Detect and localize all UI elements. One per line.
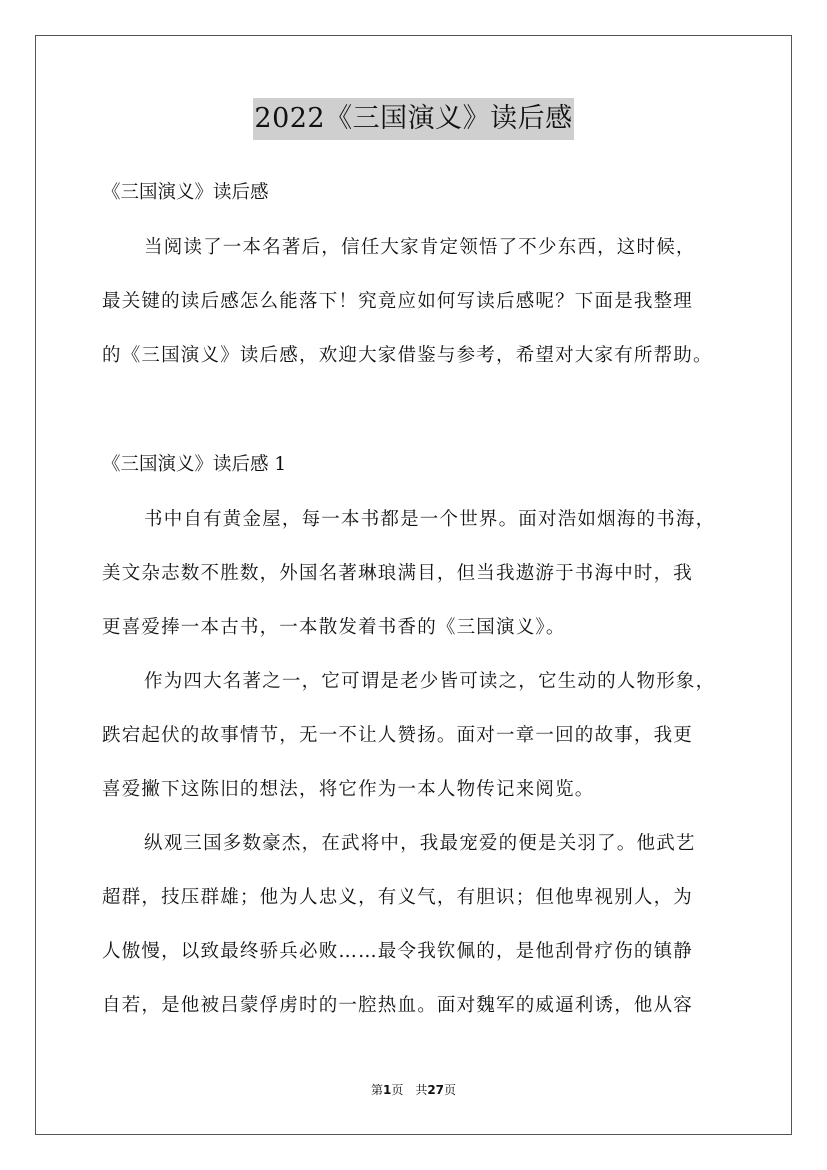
para3-line-3: 人傲慢，以致最终骄兵必败……最令我钦佩的，是他刮骨疗伤的镇静 [102, 941, 694, 962]
intro-line-1: 当阅读了一本名著后，信任大家肯定领悟了不少东西，这时候， [144, 237, 696, 258]
para1-line-3: 更喜爱捧一本古书，一本散发着书香的《三国演义》。 [102, 617, 566, 638]
intro-line-3: 的《三国演义》读后感，欢迎大家借鉴与参考，希望对大家有所帮助。 [102, 345, 713, 366]
footer-page-current: 1 [382, 1083, 392, 1097]
footer-suffix: 页 [444, 1083, 457, 1097]
footer-page-total: 27 [427, 1083, 445, 1097]
section-heading: 《三国演义》读后感 1 [102, 454, 287, 475]
para1-line-1: 书中自有黄金屋，每一本书都是一个世界。面对浩如烟海的书海， [144, 509, 716, 530]
title-wrap [0, 98, 827, 140]
document-title: 2022《三国演义》读后感 [253, 98, 573, 140]
para2-line-3: 喜爱撇下这陈旧的想法，将它作为一本人物传记来阅览。 [102, 779, 595, 800]
para1-line-2: 美文杂志数不胜数，外国名著琳琅满目，但当我遨游于书海中时，我 [102, 563, 694, 584]
para3-line-4: 自若，是他被吕蒙俘虏时的一腔热血。面对魏军的威逼利诱，他从容 [102, 995, 694, 1016]
intro-heading: 《三国演义》读后感 [102, 182, 269, 203]
footer-mid: 页 共 [391, 1083, 428, 1097]
footer-prefix: 第 [370, 1083, 383, 1097]
para2-line-1: 作为四大名著之一，它可谓是老少皆可读之，它生动的人物形象， [144, 671, 716, 692]
para3-line-2: 超群，技压群雄；他为人忠义，有义气，有胆识；但他卑视别人，为 [102, 887, 694, 908]
page-footer [0, 1082, 827, 1098]
intro-line-2: 最关键的读后感怎么能落下！究竟应如何写读后感呢？下面是我整理 [102, 291, 694, 312]
para2-line-2: 跌宕起伏的故事情节，无一不让人赞扬。面对一章一回的故事，我更 [102, 725, 694, 746]
para3-line-1: 纵观三国多数豪杰，在武将中，我最宠爱的便是关羽了。他武艺 [144, 833, 696, 854]
